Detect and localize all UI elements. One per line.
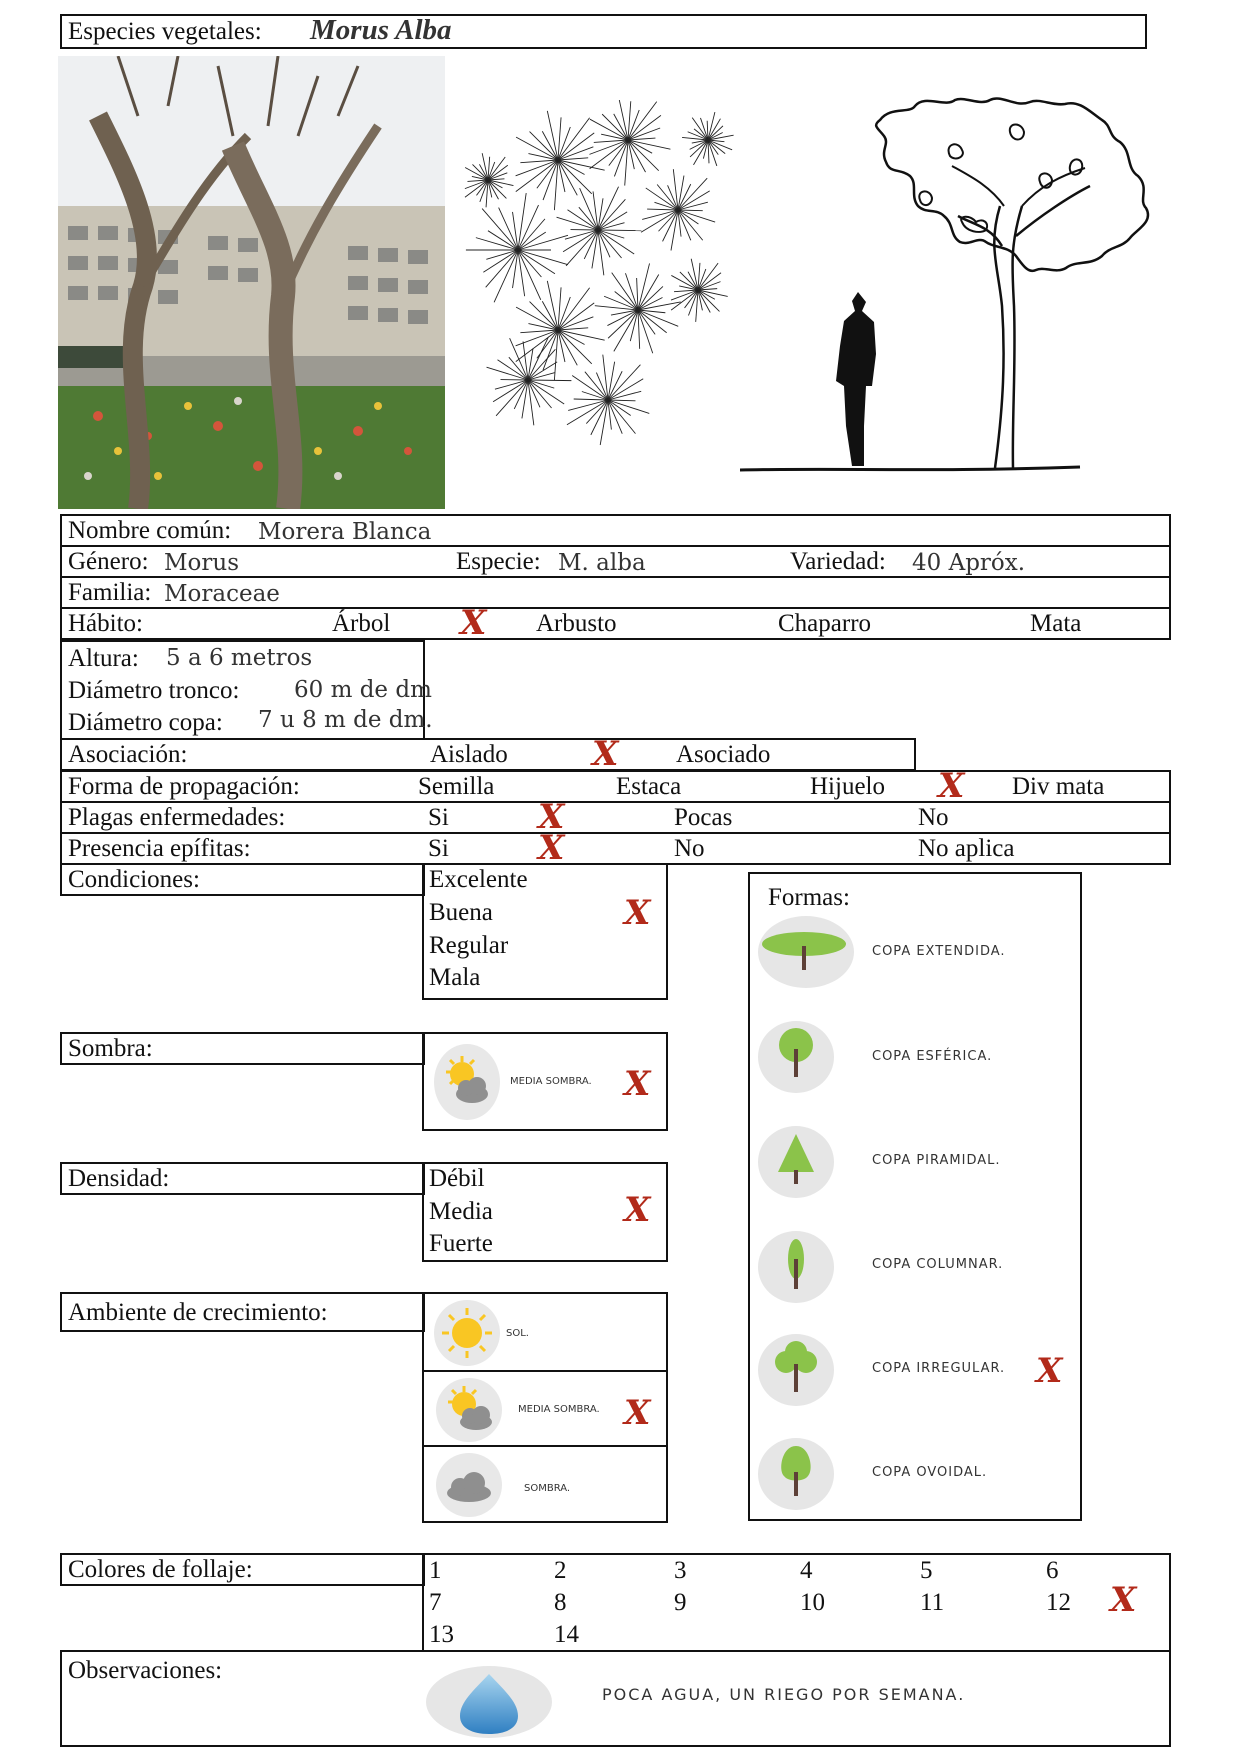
densidad-option: Fuerte <box>429 1230 493 1257</box>
check-mark: X <box>592 734 619 774</box>
condiciones-label: Condiciones: <box>68 866 200 893</box>
plagas-option: No <box>918 804 949 831</box>
colores-label: Colores de follaje: <box>68 1556 253 1583</box>
plagas-option: Pocas <box>674 804 733 831</box>
densidad-label-box <box>60 1162 425 1195</box>
densidad-options-box <box>422 1162 668 1262</box>
forma-option: COPA PIRAMIDAL. <box>872 1153 1001 1168</box>
genero-value: Morus <box>164 550 240 576</box>
tree-photo <box>58 56 445 509</box>
row-propagacion <box>60 766 1171 806</box>
check-mark: X <box>1110 1580 1137 1620</box>
color-number: 5 <box>920 1557 933 1584</box>
sombra-label-box <box>60 1032 425 1065</box>
variedad-value: 40 Apróx. <box>912 550 1026 576</box>
row-familia <box>60 576 1171 609</box>
densidad-option: Débil <box>429 1165 485 1192</box>
plan-view-sketch <box>448 100 768 460</box>
formas-label: Formas: <box>768 884 850 911</box>
asociacion-option: Aislado <box>430 741 508 768</box>
ambiente-option: SOL. <box>506 1328 529 1339</box>
condiciones-options-box <box>422 863 668 1000</box>
observaciones-label: Observaciones: <box>68 1657 223 1684</box>
sombra-label: Sombra: <box>68 1035 153 1062</box>
person-silhouette <box>836 292 876 466</box>
row-plagas <box>60 797 1171 837</box>
color-number: 10 <box>800 1589 825 1616</box>
condiciones-label-box <box>60 863 425 896</box>
forma-option: COPA EXTENDIDA. <box>872 944 1006 959</box>
dimensions-box <box>60 640 433 740</box>
elevation-sketch <box>740 96 1200 481</box>
diametro-copa-label: Diámetro copa: <box>68 709 223 736</box>
propagacion-option: Div mata <box>1012 773 1105 800</box>
water-drop-icon <box>424 1664 554 1740</box>
condiciones-option: Excelente <box>429 866 528 893</box>
elevation-drawing <box>740 96 1200 481</box>
ambiente-option: MEDIA SOMBRA. <box>518 1404 600 1415</box>
colores-label-box <box>60 1553 425 1586</box>
epifitas-option: No <box>674 835 705 862</box>
color-number: 7 <box>429 1589 442 1616</box>
ambiente-label: Ambiente de crecimiento: <box>68 1299 328 1326</box>
row-genero <box>60 545 1171 578</box>
color-number: 1 <box>429 1557 442 1584</box>
condiciones-option: Mala <box>429 964 481 991</box>
species-header <box>60 14 1147 49</box>
nombre-comun-label: Nombre común: <box>68 517 232 544</box>
habito-option: Chaparro <box>778 610 872 637</box>
check-mark: X <box>624 1190 651 1230</box>
ovoid-crown-icon <box>756 1436 836 1512</box>
check-mark: X <box>624 893 651 933</box>
spherical-crown-icon <box>756 1019 836 1095</box>
forma-option: COPA OVOIDAL. <box>872 1465 988 1480</box>
observaciones-note: POCA AGUA, UN RIEGO POR SEMANA. <box>602 1685 966 1704</box>
propagacion-label: Forma de propagación: <box>68 773 300 800</box>
color-number: 9 <box>674 1589 687 1616</box>
color-number: 12 <box>1046 1589 1071 1616</box>
epifitas-option: Si <box>428 835 449 862</box>
condiciones-option: Regular <box>429 932 509 959</box>
densidad-label: Densidad: <box>68 1165 170 1192</box>
partly-cloudy-icon <box>434 1376 504 1444</box>
color-number: 4 <box>800 1557 813 1584</box>
ambiente-option: SOMBRA. <box>524 1483 571 1494</box>
color-number: 14 <box>554 1621 579 1648</box>
habito-option: Arbusto <box>536 610 617 637</box>
nombre-comun-value: Morera Blanca <box>258 519 432 545</box>
epifitas-label: Presencia epífitas: <box>68 835 251 862</box>
densidad-option: Media <box>429 1198 493 1225</box>
check-mark: X <box>1036 1351 1063 1391</box>
ambiente-sol-box <box>422 1292 668 1372</box>
genero-label: Género: <box>68 548 149 575</box>
colores-options-box <box>422 1553 1171 1652</box>
color-number: 3 <box>674 1557 687 1584</box>
row-habito <box>60 603 1171 643</box>
diametro-copa-value: 7 u 8 m de dm. <box>258 707 433 733</box>
row-epifitas <box>60 828 1171 868</box>
familia-label: Familia: <box>68 579 152 606</box>
altura-value: 5 a 6 metros <box>166 645 313 671</box>
propagacion-option: Semilla <box>418 773 495 800</box>
forma-option: COPA IRREGULAR. <box>872 1361 1006 1376</box>
partly-cloudy-icon <box>432 1042 502 1122</box>
forma-option: COPA ESFÉRICA. <box>872 1049 993 1064</box>
formas-box <box>748 872 1082 1521</box>
diametro-tronco-value: 60 m de dm <box>294 677 432 703</box>
forma-option: COPA COLUMNAR. <box>872 1257 1004 1272</box>
sun-icon <box>432 1298 502 1368</box>
ambiente-media-box <box>422 1370 668 1447</box>
check-mark: X <box>460 603 487 643</box>
epifitas-option: No aplica <box>918 835 1015 862</box>
cloud-icon <box>434 1451 504 1519</box>
familia-value: Moraceae <box>164 581 280 607</box>
especie-label: Especie: <box>456 548 541 575</box>
diametro-tronco-label: Diámetro tronco: <box>68 677 240 704</box>
sombra-options-box <box>422 1032 668 1131</box>
color-number: 13 <box>429 1621 454 1648</box>
plagas-option: Si <box>428 804 449 831</box>
condiciones-option: Buena <box>429 899 493 926</box>
ambiente-label-box <box>60 1292 425 1332</box>
habito-option: Árbol <box>332 610 391 637</box>
variedad-label: Variedad: <box>790 548 886 575</box>
plan-view-drawing <box>448 100 768 460</box>
observaciones-box <box>60 1650 1171 1747</box>
species-label: Especies vegetales: <box>68 18 262 45</box>
color-number: 11 <box>920 1589 945 1616</box>
habito-label: Hábito: <box>68 610 143 637</box>
habito-option: Mata <box>1030 610 1082 637</box>
especie-value: M. alba <box>558 550 646 576</box>
check-mark: X <box>624 1064 651 1104</box>
check-mark: X <box>624 1393 651 1433</box>
ambiente-sombra-box <box>422 1445 668 1523</box>
propagacion-option: Estaca <box>616 773 682 800</box>
color-number: 8 <box>554 1589 567 1616</box>
tree-photo-image <box>58 56 445 509</box>
check-mark: X <box>538 797 565 837</box>
row-nombre-comun <box>60 514 1171 547</box>
species-name: Morus Alba <box>310 14 452 46</box>
irregular-crown-icon <box>756 1332 836 1408</box>
color-number: 2 <box>554 1557 567 1584</box>
color-number: 6 <box>1046 1557 1059 1584</box>
propagacion-option: Hijuelo <box>810 773 885 800</box>
sombra-option: MEDIA SOMBRA. <box>510 1076 592 1087</box>
asociacion-label: Asociación: <box>68 741 188 768</box>
spreading-crown-icon <box>756 914 856 990</box>
plagas-label: Plagas enfermedades: <box>68 804 286 831</box>
columnar-crown-icon <box>756 1229 836 1305</box>
check-mark: X <box>938 766 965 806</box>
asociacion-option: Asociado <box>676 741 771 768</box>
pyramidal-crown-icon <box>756 1124 836 1200</box>
check-mark: X <box>538 828 565 868</box>
row-asociacion <box>60 734 916 774</box>
altura-label: Altura: <box>68 645 139 672</box>
